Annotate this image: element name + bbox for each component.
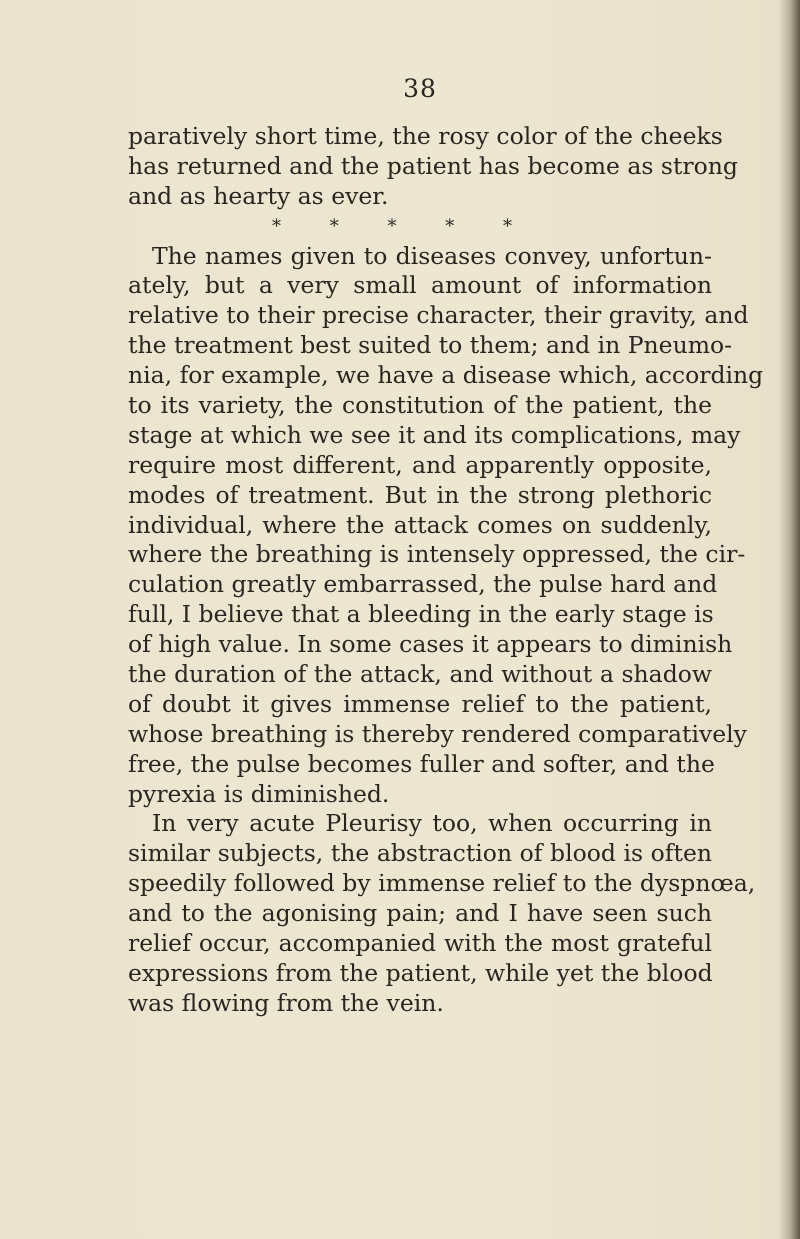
- text-line: full, I believe that a bleeding in the early stage is: [128, 600, 714, 629]
- separator-star: *: [445, 215, 455, 237]
- text-line: similar subjects, the abstraction of blood is often: [128, 839, 712, 868]
- text-line: nia, for example, we have a disease which, according: [128, 361, 764, 390]
- text-line: speedily followed by immense relief to the dyspnœa,: [128, 869, 756, 898]
- text-line: ately, but a very small amount of information: [128, 271, 712, 300]
- text-line: require most different, and apparently opposite,: [128, 450, 712, 479]
- separator-star: *: [272, 215, 281, 237]
- text-line: where the breathing is intensely oppressed, the cir-: [128, 540, 746, 569]
- text-line: In very acute Pleurisy too, when occurring in: [152, 809, 712, 838]
- text-line: the treatment best suited to them; and in Pneumo-: [128, 331, 733, 360]
- text-line: and as hearty as ever.: [128, 181, 389, 210]
- text-line: individual, where the attack comes on suddenly,: [128, 510, 712, 539]
- text-line: and to the agonising pain; and I have seen such: [128, 899, 712, 928]
- text-line: to its variety, the constitution of the patient, the: [128, 391, 712, 420]
- text-line: has returned and the patient has become as strong: [128, 151, 738, 180]
- section-separator: [272, 212, 512, 242]
- text-line: pyrexia is diminished.: [128, 779, 390, 808]
- text-line: the duration of the attack, and without a shadow: [128, 660, 712, 689]
- body-text: [128, 122, 764, 1019]
- text-line: stage at which we see it and its complications, may: [128, 420, 741, 449]
- text-line: relative to their precise character, their gravity, and: [128, 301, 749, 330]
- text-line: free, the pulse becomes fuller and softer, and the: [128, 749, 715, 778]
- page-number: 38: [403, 74, 437, 103]
- text-line: whose breathing is thereby rendered comparatively: [128, 719, 747, 748]
- separator-star: *: [503, 215, 512, 237]
- text-line: modes of treatment. But in the strong plethoric: [128, 480, 712, 509]
- text-line: expressions from the patient, while yet the blood: [128, 958, 713, 987]
- text-line: paratively short time, the rosy color of the cheeks: [128, 122, 723, 150]
- text-line: relief occur, accompanied with the most grateful: [128, 929, 712, 958]
- separator-star: *: [329, 215, 339, 237]
- separator-star: *: [387, 215, 397, 237]
- page-edge-shadow: [778, 0, 800, 1239]
- text-line: of high value. In some cases it appears to diminish: [128, 630, 733, 659]
- text-line: The names given to diseases convey, unfortun-: [152, 241, 712, 270]
- text-line: was flowing from the vein.: [128, 988, 444, 1017]
- text-line: of doubt it gives immense relief to the patient,: [128, 689, 712, 718]
- text-line: culation greatly embarrassed, the pulse hard and: [128, 570, 718, 599]
